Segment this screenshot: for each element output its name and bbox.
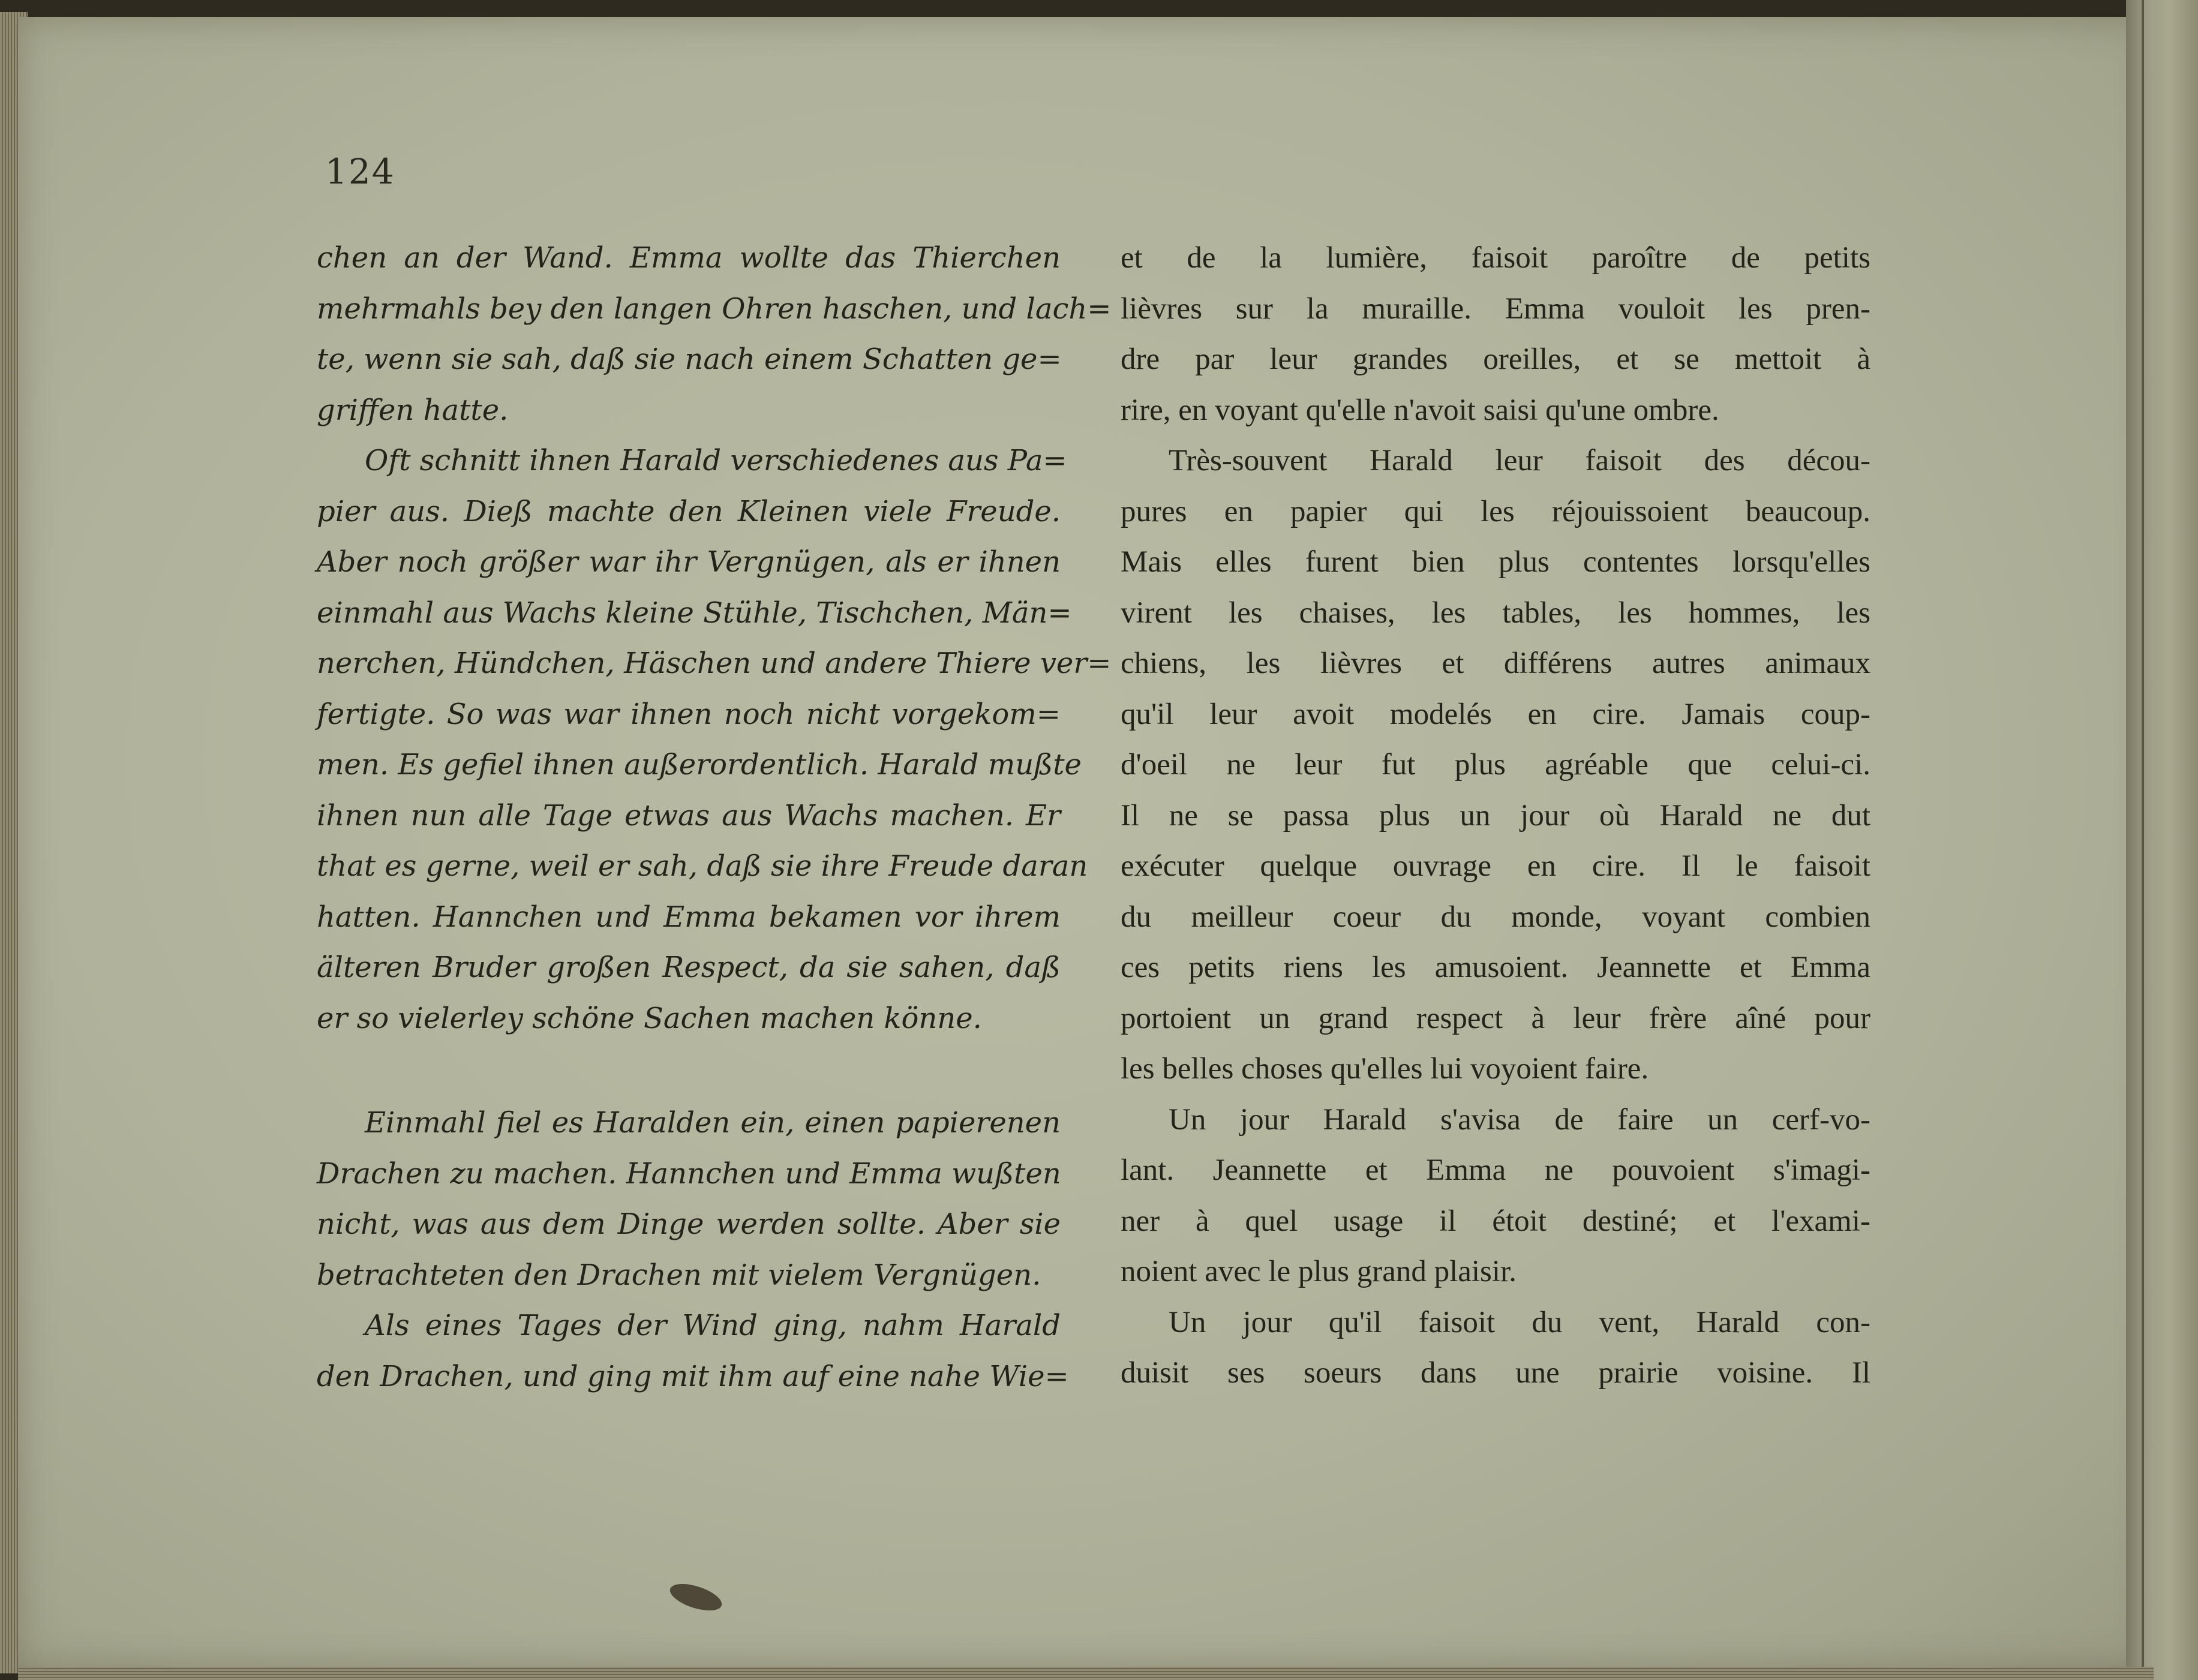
french-text-line: ces petits riens les amusoient. Jeannette et Emma	[1121, 951, 1870, 984]
german-text-line: Einmahl fiel es Haralden ein, einen papierenen	[365, 1106, 1061, 1140]
german-text-line: Oft schnitt ihnen Harald verschiedenes aus Pa=	[365, 444, 1067, 477]
german-text-line: älteren Bruder großen Respect, da sie sahen, daß	[317, 951, 1061, 984]
french-text-line: qu'il leur avoit modelés en cire. Jamais coup-	[1121, 697, 1870, 731]
french-text-line: Très-souvent Harald leur faisoit des décou-	[1169, 444, 1870, 477]
german-text-line: ihnen nun alle Tage etwas aus Wachs machen. Er	[317, 798, 1061, 833]
french-text-line: lant. Jeannette et Emma ne pouvoient s'imagi-	[1121, 1153, 1870, 1187]
french-text-line: ner à quel usage il étoit destiné; et l'exami-	[1121, 1204, 1870, 1238]
german-text-line: mehrmahls bey den langen Ohren haschen, und lach=	[317, 291, 1112, 326]
german-text-line: nicht, was aus dem Dinge werden sollte. Aber sie	[317, 1207, 1061, 1241]
german-text-line: Aber noch größer war ihr Vergnügen, als er ihnen	[317, 545, 1061, 579]
french-text-line: du meilleur coeur du monde, voyant combien	[1121, 900, 1870, 934]
french-text-line: dre par leur grandes oreilles, et se mettoit à	[1121, 342, 1870, 376]
german-text-line: er so vielerley schöne Sachen machen könne.	[317, 1001, 982, 1035]
french-text-line: d'oeil ne leur fut plus agréable que celui-ci.	[1121, 748, 1870, 782]
german-text-line: nerchen, Hündchen, Häschen und andere Thiere ver=	[317, 647, 1112, 680]
german-text-line: hatten. Hannchen und Emma bekamen vor ihrem	[317, 900, 1061, 934]
german-text-line: chen an der Wand. Emma wollte das Thierchen	[317, 241, 1061, 275]
german-text-line: te, wenn sie sah, daß sie nach einem Schatten ge=	[317, 342, 1062, 376]
german-text-line: einmahl aus Wachs kleine Stühle, Tischchen, Män=	[317, 596, 1072, 630]
french-text-line: rire, en voyant qu'elle n'avoit saisi qu'une ombre.	[1121, 393, 1719, 427]
book-gutter	[2126, 0, 2198, 1680]
german-text-line: betrachteten den Drachen mit vielem Vergnügen.	[317, 1258, 1041, 1292]
german-text-line: that es gerne, weil er sah, daß sie ihre Freude daran	[317, 849, 1088, 883]
stacked-page-edges-bottom	[18, 1667, 2154, 1680]
french-text-line: Un jour qu'il faisoit du vent, Harald con-	[1169, 1305, 1870, 1339]
german-text-line: fertigte. So was war ihnen noch nicht vorgekom=	[317, 697, 1061, 731]
french-text-line: exécuter quelque ouvrage en cire. Il le faisoit	[1121, 849, 1870, 883]
german-text-line: men. Es gefiel ihnen außerordentlich. Harald mußte	[317, 748, 1082, 782]
german-text-line: pier aus. Dieß machte den Kleinen viele Freude.	[317, 494, 1061, 528]
french-text-line: duisit ses soeurs dans une prairie voisine. Il	[1121, 1356, 1870, 1390]
gutter-fold-line	[2142, 0, 2144, 1680]
french-text-line: chiens, les lièvres et différens autres animaux	[1121, 647, 1870, 680]
page-number: 124	[325, 151, 395, 192]
french-text-line: Mais elles furent bien plus contentes lorsqu'elles	[1121, 545, 1870, 579]
french-text-line: et de la lumière, faisoit paroître de petits	[1121, 241, 1870, 275]
german-text-line: griffen hatte.	[317, 393, 509, 427]
french-text-line: lièvres sur la muraille. Emma vouloit les pren-	[1121, 291, 1870, 326]
french-text-line: pures en papier qui les réjouissoient beaucoup.	[1121, 494, 1870, 528]
german-text-line: den Drachen, und ging mit ihm auf eine nahe Wie=	[317, 1359, 1069, 1393]
german-text-column	[317, 233, 1112, 1402]
french-text-line: portoient un grand respect à leur frère aîné pour	[1121, 1001, 1870, 1035]
german-text-line: Als eines Tages der Wind ging, nahm Harald	[365, 1309, 1061, 1342]
french-text-line: virent les chaises, les tables, les hommes, les	[1121, 596, 1870, 630]
french-text-line: les belles choses qu'elles lui voyoient faire.	[1121, 1052, 1649, 1086]
paragraph-gap	[317, 1044, 1061, 1098]
french-text-line: noient avec le plus grand plaisir.	[1121, 1255, 1517, 1288]
french-text-line: Un jour Harald s'avisa de faire un cerf-vo-	[1169, 1102, 1870, 1137]
french-text-column	[1121, 233, 1870, 1399]
german-text-line: Drachen zu machen. Hannchen und Emma wußten	[317, 1156, 1061, 1191]
french-text-line: Il ne se passa plus un jour où Harald ne dut	[1121, 798, 1870, 833]
